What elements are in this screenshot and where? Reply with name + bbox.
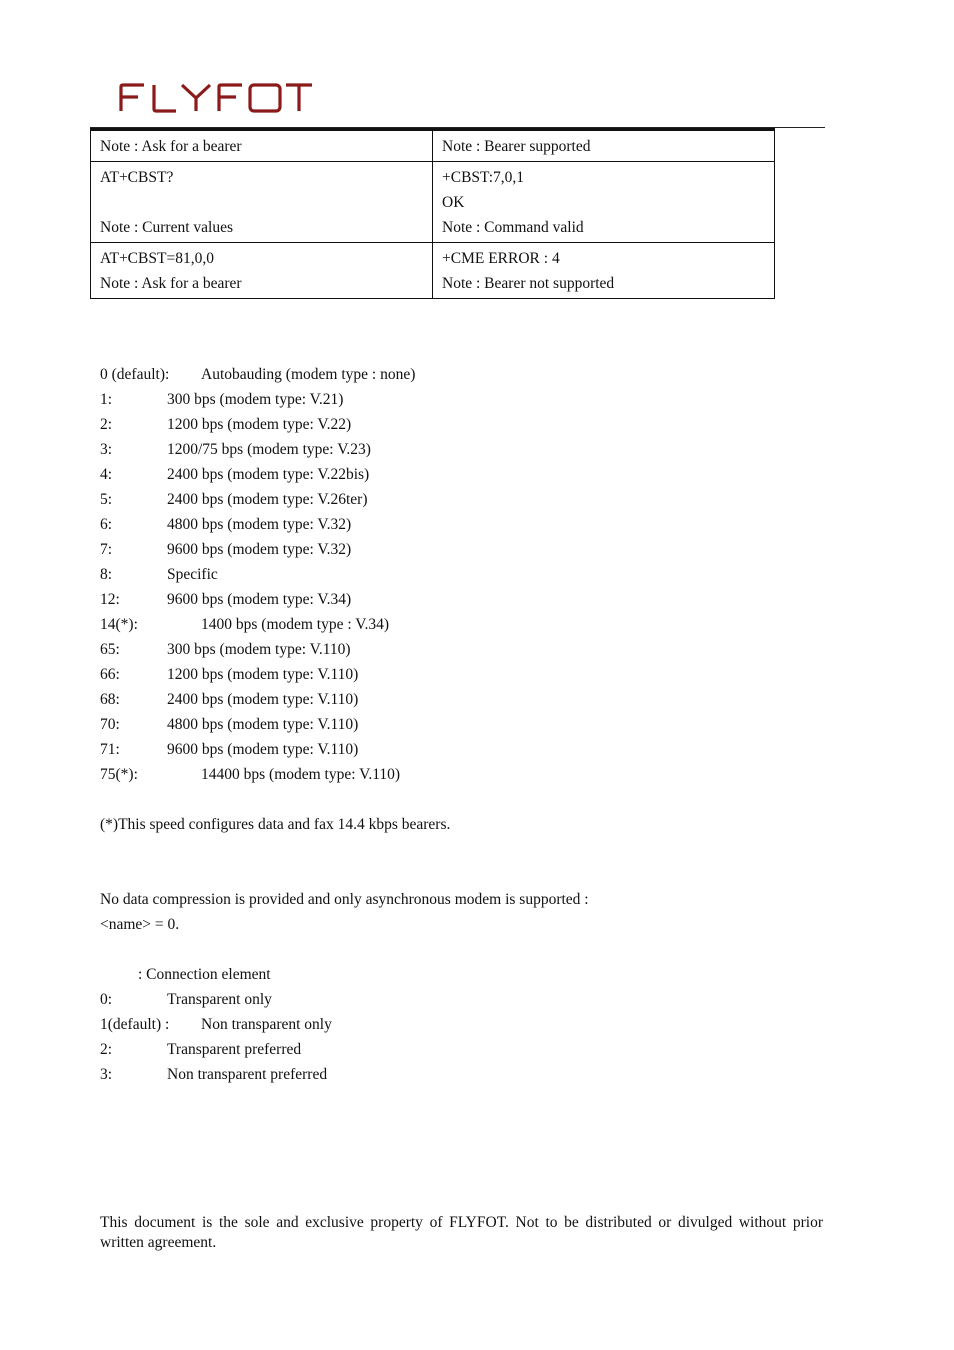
footer-disclaimer: This document is the sole and exclusive property of FLYFOT. Not to be distributed or divulged without prior written agreement. <box>100 1214 823 1251</box>
list-item-key: 2: <box>100 1041 113 1058</box>
list-item-key: 14(*): <box>100 616 138 633</box>
list-item-key: 1(default) : <box>100 1016 170 1033</box>
table-row <box>91 131 775 162</box>
list-item-key: 66: <box>100 666 120 683</box>
cell-line: Note : Ask for a bearer <box>100 138 242 155</box>
cell-line: AT+CBST? <box>100 169 174 186</box>
list-item-value: 300 bps (modem type: V.110) <box>167 641 351 658</box>
list-item-value: 1200 bps (modem type: V.22) <box>167 416 352 433</box>
list-item-key: 68: <box>100 691 120 708</box>
list-item-value: 2400 bps (modem type: V.26ter) <box>167 491 368 508</box>
cell-line: Note : Command valid <box>442 219 584 236</box>
list-item-value: Transparent preferred <box>167 1041 302 1058</box>
list-item-value: Non transparent preferred <box>167 1066 328 1083</box>
list-item-key: 70: <box>100 716 120 733</box>
list-item-key: 65: <box>100 641 120 658</box>
list-item-value: 4800 bps (modem type: V.32) <box>167 516 352 533</box>
list-item-value: 14400 bps (modem type: V.110) <box>201 766 401 783</box>
list-item-key: 3: <box>100 441 113 458</box>
list-item-key: 8: <box>100 566 113 583</box>
cell-line: +CME ERROR : 4 <box>442 250 560 267</box>
list-item-value: 4800 bps (modem type: V.110) <box>167 716 359 733</box>
list-item-value: 9600 bps (modem type: V.32) <box>167 541 352 558</box>
list-item-value: Transparent only <box>167 991 272 1008</box>
list-item-value: Specific <box>167 566 218 583</box>
flyfot-logo <box>118 80 314 114</box>
list-item-value: Non transparent only <box>201 1016 332 1033</box>
speed-note: (*)This speed configures data and fax 14.4 kbps bearers. <box>100 816 451 833</box>
cell-line: AT+CBST=81,0,0 <box>100 250 214 267</box>
cell-line: Note : Bearer not supported <box>442 275 615 292</box>
compression-note: No data compression is provided and only asynchronous modem is supported : <box>100 891 589 908</box>
response-cell <box>433 243 775 299</box>
list-item-key: 71: <box>100 741 120 758</box>
list-item-value: 1200 bps (modem type: V.110) <box>167 666 359 683</box>
list-item-key: 5: <box>100 491 113 508</box>
cell-line: OK <box>442 194 465 211</box>
list-item-key: 7: <box>100 541 113 558</box>
command-cell <box>91 131 433 162</box>
name-value: <name> = 0. <box>100 916 180 933</box>
table-row <box>91 162 775 243</box>
response-cell <box>433 162 775 243</box>
list-item-value: 9600 bps (modem type: V.110) <box>167 741 359 758</box>
list-item-key: 0 (default): <box>100 366 170 383</box>
list-item-key: 4: <box>100 466 113 483</box>
list-item-value: 1200/75 bps (modem type: V.23) <box>167 441 371 458</box>
cell-line: +CBST:7,0,1 <box>442 169 525 186</box>
connection-element-heading: : Connection element <box>138 966 271 983</box>
list-item-key: 6: <box>100 516 113 533</box>
list-item-value: 300 bps (modem type: V.21) <box>167 391 344 408</box>
command-table <box>90 131 775 299</box>
command-cell <box>91 243 433 299</box>
list-item-key: 2: <box>100 416 113 433</box>
list-item-key: 0: <box>100 991 113 1008</box>
list-item-value: 9600 bps (modem type: V.34) <box>167 591 352 608</box>
list-item-key: 75(*): <box>100 766 138 783</box>
cell-line: Note : Current values <box>100 219 234 236</box>
list-item-value: 2400 bps (modem type: V.22bis) <box>167 466 370 483</box>
cell-line: Note : Ask for a bearer <box>100 275 242 292</box>
list-item-key: 1: <box>100 391 113 408</box>
list-item-key: 3: <box>100 1066 113 1083</box>
list-item-value: Autobauding (modem type : none) <box>201 366 416 383</box>
cell-line: Note : Bearer supported <box>442 138 591 155</box>
table-row <box>91 243 775 299</box>
cell-line <box>100 190 423 215</box>
list-item-key: 12: <box>100 591 120 608</box>
list-item-value: 1400 bps (modem type : V.34) <box>201 616 390 633</box>
command-cell <box>91 162 433 243</box>
response-cell <box>433 131 775 162</box>
list-item-value: 2400 bps (modem type: V.110) <box>167 691 359 708</box>
